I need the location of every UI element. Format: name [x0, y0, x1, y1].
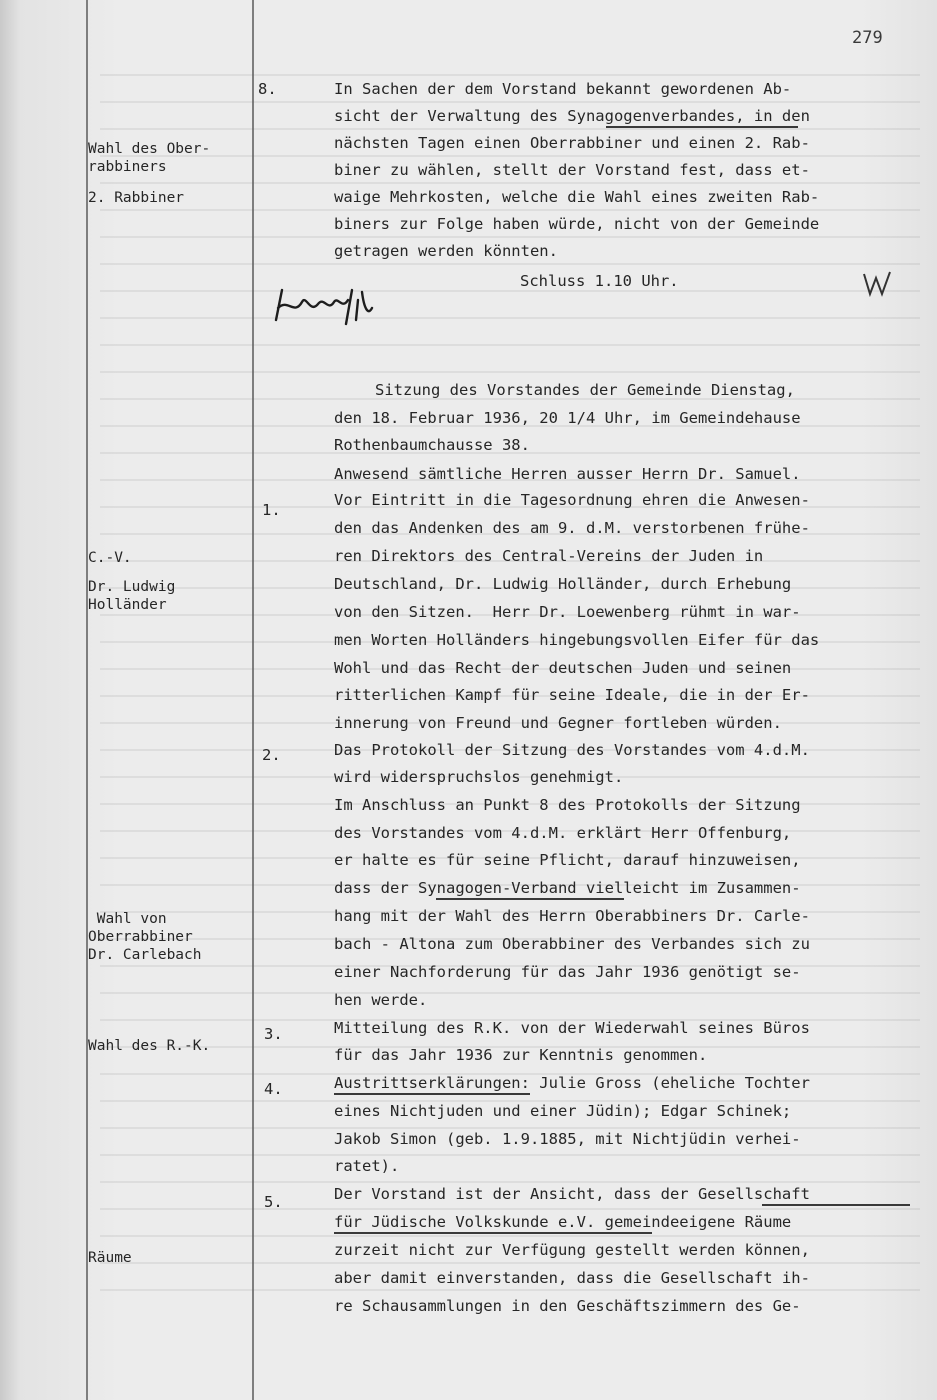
text-line: Mitteilung des R.K. von der Wiederwahl seines Büros — [334, 1019, 810, 1037]
text-line: In Sachen der dem Vorstand bekannt gewordenen Ab- — [334, 80, 792, 98]
margin-rule-right — [252, 0, 254, 1400]
margin-note-carlebach-1: Wahl von — [88, 911, 167, 927]
text-line: Im Anschluss an Punkt 8 des Protokolls der Sitzung — [334, 796, 801, 814]
margin-note-wahl-oberrabbiner-2: rabbiners — [88, 159, 167, 175]
item-number-1: 1. — [262, 501, 281, 519]
item-number-2: 2. — [262, 746, 281, 764]
text-line: Wohl und das Recht der deutschen Juden und seinen — [334, 659, 792, 677]
text-line: des Vorstandes vom 4.d.M. erklärt Herr Offenburg, — [334, 824, 792, 842]
text-line: er halte es für seine Pflicht, darauf hinzuweisen, — [334, 851, 801, 869]
text-line: eines Nichtjuden und einer Jüdin); Edgar Schinek; — [334, 1102, 792, 1120]
underline-gesellschaft — [762, 1204, 910, 1206]
underline-synagogen-verband — [436, 898, 624, 900]
margin-rule-left — [86, 0, 88, 1400]
text-line: ratet). — [334, 1157, 400, 1175]
underline-synagogenverbandes — [606, 126, 798, 128]
text-line: ren Direktors des Central-Vereins der Juden in — [334, 547, 764, 565]
text-line: Rothenbaumchausse 38. — [334, 436, 530, 454]
text-line: wird widerspruchslos genehmigt. — [334, 768, 624, 786]
text-line: Deutschland, Dr. Ludwig Holländer, durch Erhebung — [334, 575, 792, 593]
text-line: biners zur Folge haben würde, nicht von der Gemeinde — [334, 215, 820, 233]
margin-note-cv: C.-V. — [88, 550, 132, 566]
underline-volkskunde — [334, 1232, 652, 1234]
text-line: Anwesend sämtliche Herren ausser Herrn Dr. Samuel. — [334, 465, 801, 483]
text-line: einer Nachforderung für das Jahr 1936 genötigt se- — [334, 963, 801, 981]
margin-note-wahl-oberrabbiner-3: 2. Rabbiner — [88, 190, 185, 206]
text-line: zurzeit nicht zur Verfügung gestellt werden können, — [334, 1241, 810, 1259]
text-line: Austrittserklärungen: Julie Gross (eheliche Tochter — [334, 1074, 810, 1092]
text-line: re Schausammlungen in den Geschäftszimmern des Ge- — [334, 1297, 801, 1315]
text-line: für Jüdische Volkskunde e.V. gemeindeeigene Räume — [334, 1213, 792, 1231]
text-line: ritterlichen Kampf für seine Ideale, die in der Er- — [334, 686, 810, 704]
meeting-heading: Sitzung des Vorstandes der Gemeinde Dienstag, — [375, 381, 795, 399]
text-line: biner zu wählen, stellt der Vorstand fest, dass et- — [334, 161, 810, 179]
text-line: von den Sitzen. Herr Dr. Loewenberg rühmt in war- — [334, 603, 801, 621]
text-line: nächsten Tagen einen Oberrabbiner und einen 2. Rab- — [334, 134, 810, 152]
text-line: den 18. Februar 1936, 20 1/4 Uhr, im Gemeindehause — [334, 409, 801, 427]
text-line: für das Jahr 1936 zur Kenntnis genommen. — [334, 1046, 708, 1064]
margin-note-carlebach-3: Dr. Carlebach — [88, 947, 202, 963]
item-number-4: 4. — [264, 1080, 283, 1098]
item-number-8: 8. — [258, 80, 277, 98]
text-line: waige Mehrkosten, welche die Wahl eines zweiten Rab- — [334, 188, 820, 206]
text-line: hen werde. — [334, 991, 428, 1009]
margin-note-wahl-oberrabbiner-1: Wahl des Ober- — [88, 141, 211, 157]
text-line: Der Vorstand ist der Ansicht, dass der Gesellschaft — [334, 1185, 810, 1203]
text-line: sicht der Verwaltung des Synagogenverbandes, in den — [334, 107, 810, 125]
text-line: bach - Altona zum Oberabbiner des Verbandes sich zu — [334, 935, 810, 953]
margin-note-hollaender-2: Holländer — [88, 597, 167, 613]
item-number-5: 5. — [264, 1193, 283, 1211]
initials-mark — [860, 270, 900, 300]
page-number: 279 — [852, 28, 883, 48]
closing-time: Schluss 1.10 Uhr. — [520, 272, 679, 290]
margin-note-rk: Wahl des R.-K. — [88, 1038, 211, 1054]
margin-note-raeume: Räume — [88, 1250, 132, 1266]
text-line: Jakob Simon (geb. 1.9.1885, mit Nichtjüdin verhei- — [334, 1130, 801, 1148]
text-line: Das Protokoll der Sitzung des Vorstandes vom 4.d.M. — [334, 741, 810, 759]
text-line: dass der Synagogen-Verband vielleicht im Zusammen- — [334, 879, 801, 897]
margin-note-carlebach-2: Oberrabbiner — [88, 929, 193, 945]
text-line: Vor Eintritt in die Tagesordnung ehren die Anwesen- — [334, 491, 810, 509]
text-line: aber damit einverstanden, dass die Gesellschaft ih- — [334, 1269, 810, 1287]
underline-austrittserklaerungen — [334, 1093, 530, 1095]
text-line: getragen werden könnten. — [334, 242, 558, 260]
signature — [268, 280, 378, 330]
text-line: hang mit der Wahl des Herrn Oberabbiners Dr. Carle- — [334, 907, 810, 925]
margin-note-hollaender-1: Dr. Ludwig — [88, 579, 176, 595]
text-line: men Worten Holländers hingebungsvollen Eifer für das — [334, 631, 820, 649]
item-number-3: 3. — [264, 1025, 283, 1043]
text-line: innerung von Freund und Gegner fortleben würden. — [334, 714, 782, 732]
text-line: den das Andenken des am 9. d.M. verstorbenen frühe- — [334, 519, 810, 537]
